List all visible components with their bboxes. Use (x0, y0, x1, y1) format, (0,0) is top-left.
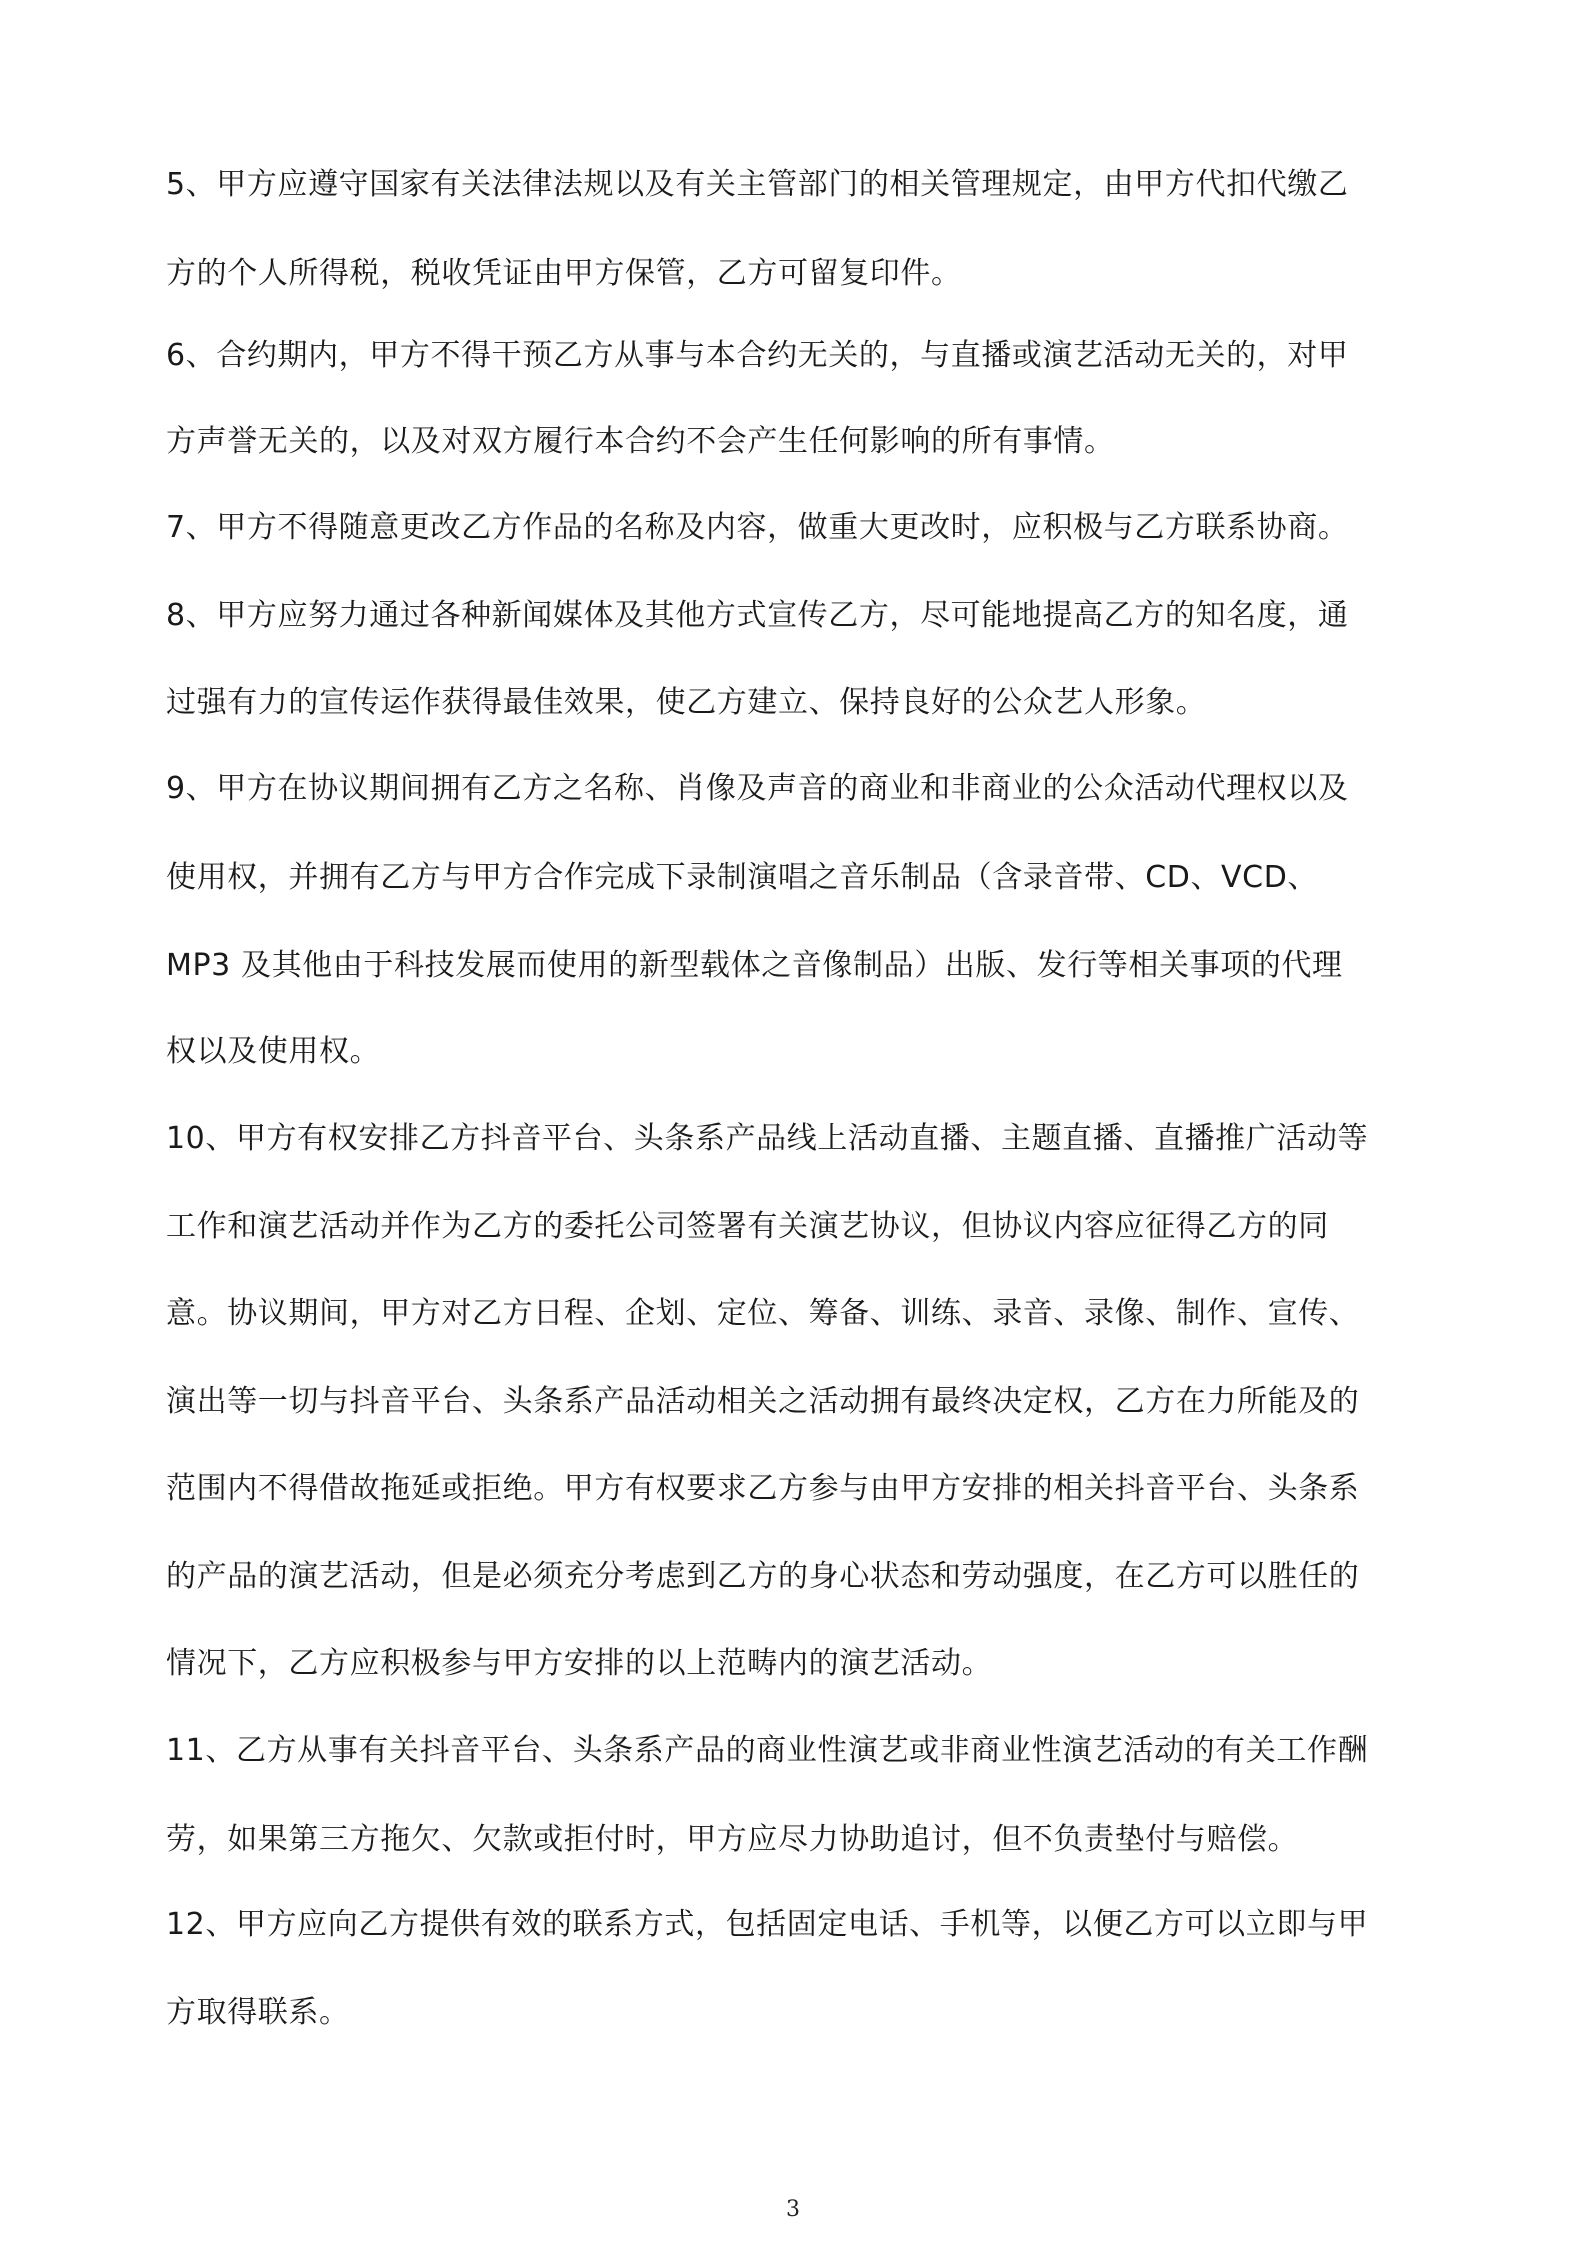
clause-10-line-1: 10、甲方有权安排乙方抖音平台、头条系产品线上活动直播、主题直播、直播推广活动等 (166, 1121, 1369, 1156)
clause-10-line-5: 范围内不得借故拖延或拒绝。甲方有权要求乙方参与由甲方安排的相关抖音平台、头条系 (166, 1471, 1360, 1506)
clause-10-line-3: 意。协议期间，甲方对乙方日程、企划、定位、筹备、训练、录音、录像、制作、宣传、 (166, 1296, 1360, 1331)
clause-8-line-1: 8、甲方应努力通过各种新闻媒体及其他方式宣传乙方，尽可能地提高乙方的知名度，通 (166, 598, 1349, 633)
clause-9-line-3: MP3 及其他由于科技发展而使用的新型载体之音像制品）出版、发行等相关事项的代理 (166, 948, 1343, 983)
clause-11-line-1: 11、乙方从事有关抖音平台、头条系产品的商业性演艺或非商业性演艺活动的有关工作酬 (166, 1733, 1369, 1768)
clause-9-line-2: 使用权，并拥有乙方与甲方合作完成下录制演唱之音乐制品（含录音带、CD、VCD、 (166, 860, 1319, 895)
clause-10-line-7: 情况下，乙方应积极参与甲方安排的以上范畴内的演艺活动。 (166, 1646, 993, 1681)
clause-9-line-4: 权以及使用权。 (166, 1034, 381, 1069)
clause-10-line-4: 演出等一切与抖音平台、头条系产品活动相关之活动拥有最终决定权，乙方在力所能及的 (166, 1384, 1360, 1419)
clause-6-line-1: 6、合约期内，甲方不得干预乙方从事与本合约无关的，与直播或演艺活动无关的，对甲 (166, 338, 1349, 373)
clause-10-line-2: 工作和演艺活动并作为乙方的委托公司签署有关演艺协议，但协议内容应征得乙方的同 (166, 1209, 1329, 1244)
clause-5-line-2: 方的个人所得税，税收凭证由甲方保管，乙方可留复印件。 (166, 256, 962, 291)
clause-10-line-6: 的产品的演艺活动，但是必须充分考虑到乙方的身心状态和劳动强度，在乙方可以胜任的 (166, 1559, 1360, 1594)
clause-12-line-1: 12、甲方应向乙方提供有效的联系方式，包括固定电话、手机等，以便乙方可以立即与甲 (166, 1907, 1369, 1942)
page-number: 3 (786, 2197, 800, 2222)
clause-8-line-2: 过强有力的宣传运作获得最佳效果，使乙方建立、保持良好的公众艺人形象。 (166, 685, 1207, 720)
clause-5-line-1: 5、甲方应遵守国家有关法律法规以及有关主管部门的相关管理规定，由甲方代扣代缴乙 (166, 167, 1349, 202)
clause-12-line-2: 方取得联系。 (166, 1995, 350, 2030)
clause-6-line-2: 方声誉无关的，以及对双方履行本合约不会产生任何影响的所有事情。 (166, 424, 1115, 459)
clause-9-line-1: 9、甲方在协议期间拥有乙方之名称、肖像及声音的商业和非商业的公众活动代理权以及 (166, 771, 1349, 806)
clause-11-line-2: 劳，如果第三方拖欠、欠款或拒付时，甲方应尽力协助追讨，但不负责垫付与赔偿。 (166, 1822, 1299, 1857)
clause-7-line-1: 7、甲方不得随意更改乙方作品的名称及内容，做重大更改时，应积极与乙方联系协商。 (166, 510, 1349, 545)
